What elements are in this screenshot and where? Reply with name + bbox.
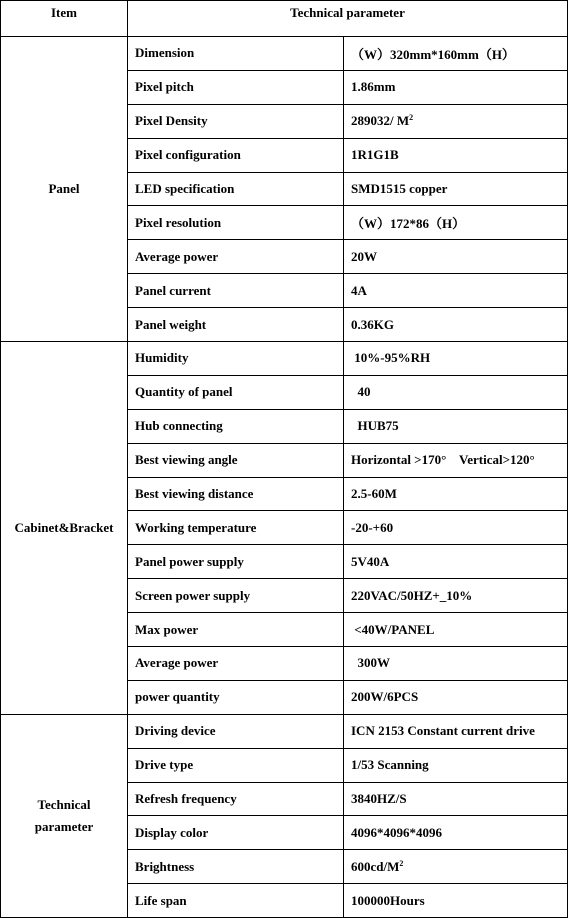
unit-superscript: 2 [399, 858, 404, 868]
parameter-value-text: 220VAC/50HZ+_10% [351, 587, 473, 603]
parameter-value-text: 289032/ M [351, 113, 410, 129]
parameter-value-text: 20W [351, 248, 377, 264]
category-cell: Panel [1, 37, 128, 342]
parameter-label: Average power [128, 647, 344, 681]
parameter-value-text: Horizontal >170° Vertical>120° [351, 452, 535, 468]
parameter-value [344, 342, 568, 376]
parameter-value [344, 850, 568, 884]
parameter-value [344, 680, 568, 714]
parameter-value-text: 2.5-60M [351, 486, 397, 502]
parameter-value [344, 274, 568, 308]
parameter-value-text: ICN 2153 Constant current drive [351, 723, 535, 739]
parameter-value [344, 104, 568, 138]
parameter-value-text: 1/53 Scanning [351, 757, 429, 773]
parameter-label: Dimension [128, 37, 344, 71]
parameter-label: Panel weight [128, 308, 344, 342]
parameter-value [344, 375, 568, 409]
parameter-value-text: <40W/PANEL [351, 621, 435, 637]
table-row [1, 714, 568, 748]
header-item: Item [1, 1, 128, 37]
parameter-value-text: 40 [351, 384, 371, 400]
parameter-value [344, 748, 568, 782]
parameter-label: Quantity of panel [128, 375, 344, 409]
parameter-value [344, 443, 568, 477]
parameter-value-text: 300W [351, 655, 390, 671]
parameter-value-text: 100000Hours [351, 892, 425, 908]
parameter-value [344, 613, 568, 647]
parameter-value [344, 782, 568, 816]
parameter-value-text: （W）172*86（H） [351, 216, 466, 232]
parameter-label: power quantity [128, 680, 344, 714]
parameter-label: Best viewing angle [128, 443, 344, 477]
parameter-label: Pixel resolution [128, 206, 344, 240]
header-parameter: Technical parameter [128, 1, 568, 37]
parameter-value [344, 579, 568, 613]
parameter-value [344, 647, 568, 681]
parameter-label: Average power [128, 240, 344, 274]
table-row [1, 342, 568, 376]
parameter-value-text: 1.86mm [351, 79, 396, 95]
parameter-label: Working temperature [128, 511, 344, 545]
parameter-value-text: 4A [351, 282, 367, 298]
parameter-value [344, 714, 568, 748]
parameter-value-text: 0.36KG [351, 316, 394, 332]
parameter-label: Hub connecting [128, 409, 344, 443]
parameter-label: Brightness [128, 850, 344, 884]
parameter-label: Panel power supply [128, 545, 344, 579]
unit-superscript: 2 [409, 113, 414, 123]
parameter-value-text: （W）320mm*160mm（H） [351, 46, 515, 62]
parameter-value-text: 5V40A [351, 553, 390, 569]
parameter-value-text: 4096*4096*4096 [351, 824, 442, 840]
parameter-value-text: 200W/6PCS [351, 689, 419, 705]
parameter-value [344, 308, 568, 342]
parameter-value-text: SMD1515 copper [351, 181, 448, 196]
spec-body [1, 37, 568, 918]
parameter-label: Refresh frequency [128, 782, 344, 816]
parameter-label: LED specification [128, 172, 344, 206]
parameter-label: Drive type [128, 748, 344, 782]
parameter-label: Humidity [128, 342, 344, 376]
parameter-label: Display color [128, 816, 344, 850]
parameter-value [344, 70, 568, 104]
parameter-label: Max power [128, 613, 344, 647]
parameter-label: Life span [128, 884, 344, 918]
parameter-value [344, 545, 568, 579]
parameter-value-text: -20-+60 [351, 519, 394, 535]
parameter-value [344, 816, 568, 850]
parameter-label: Pixel configuration [128, 138, 344, 172]
parameter-value-text: 3840HZ/S [351, 791, 407, 807]
parameter-value [344, 206, 568, 240]
parameter-value-text: 10%-95%RH [351, 350, 431, 366]
parameter-value [344, 477, 568, 511]
parameter-value [344, 37, 568, 71]
parameter-value-text: HUB75 [351, 418, 399, 434]
parameter-label: Screen power supply [128, 579, 344, 613]
parameter-value [344, 138, 568, 172]
table-row [1, 37, 568, 71]
parameter-value-text: 600cd/M [351, 858, 400, 874]
parameter-label: Pixel pitch [128, 70, 344, 104]
parameter-value [344, 240, 568, 274]
parameter-value-text: 1R1G1B [351, 147, 399, 163]
parameter-label: Best viewing distance [128, 477, 344, 511]
edge-mark [567, 67, 568, 89]
parameter-value [344, 409, 568, 443]
category-cell: Cabinet&Bracket [1, 342, 128, 715]
parameter-label: Driving device [128, 714, 344, 748]
parameter-label: Pixel Density [128, 104, 344, 138]
parameter-label: Panel current [128, 274, 344, 308]
category-cell: Technical parameter [1, 714, 128, 917]
header-row [1, 1, 568, 37]
parameter-value [344, 172, 568, 206]
parameter-value [344, 511, 568, 545]
